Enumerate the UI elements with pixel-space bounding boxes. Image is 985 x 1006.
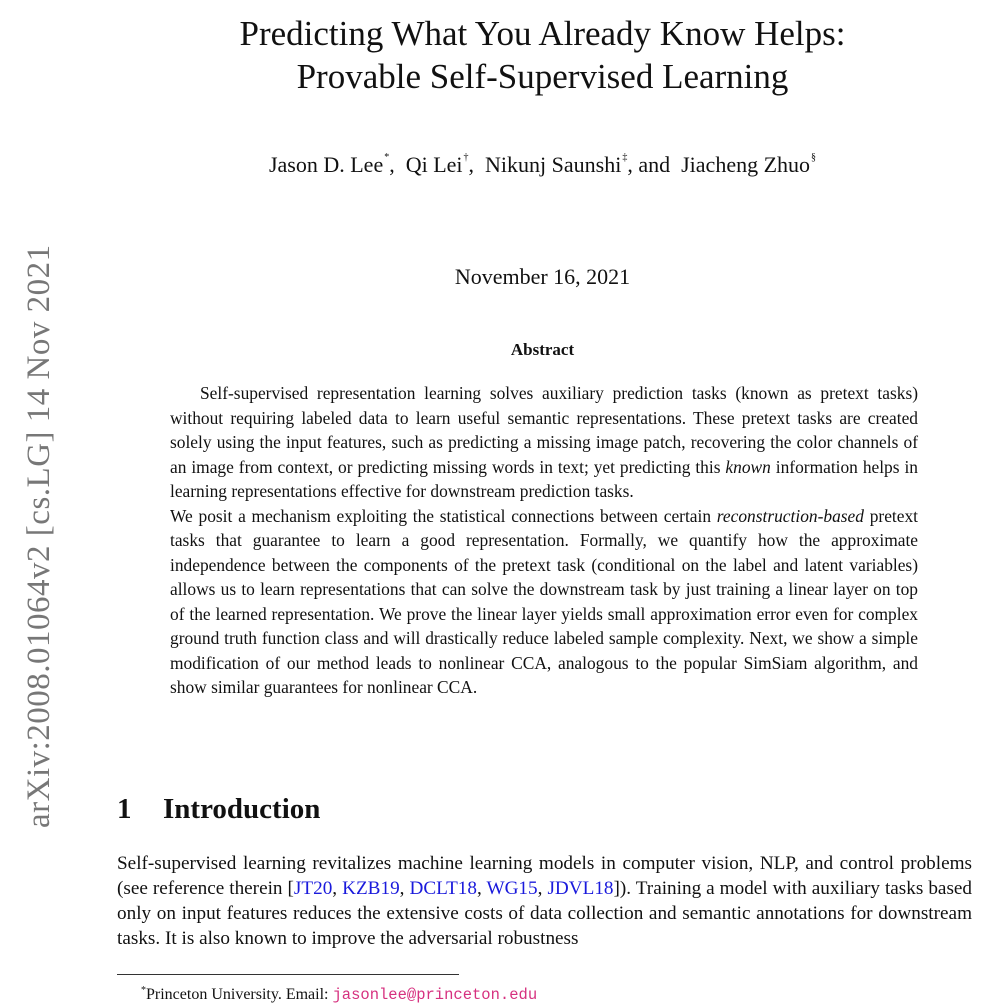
author-list: Jason D. Lee*, Qi Lei†, Nikunj Saunshi‡, and Jiacheng Zhuo§ <box>268 152 817 177</box>
abstract-body <box>170 381 918 700</box>
citation-link[interactable]: JDVL18 <box>547 878 614 899</box>
footnote <box>141 980 537 1006</box>
section-title: Introduction <box>163 793 321 825</box>
section-number: 1 <box>117 793 132 825</box>
abstract-text: pretext tasks that guarantee to learn a good representation. Formally, we quantify how the approximate independence between the components of the pretext task (conditional on the label and latent variables) allows us to learn representations that can solve the downstream task by just training a linear layer on top of the learned representation. We prove the linear layer yields small approximation error even for complex ground truth function class and will drastically reduce labeled sample complexity. Next, we show a simple modification of our method leads to nonlinear CCA, analogous to the popular SimSiam algorithm, and show similar guarantees for nonlinear CCA. <box>170 505 918 697</box>
paper-title <box>0 12 985 98</box>
citation-link[interactable]: JT20 <box>293 878 333 899</box>
citation-link[interactable]: WG15 <box>486 878 538 899</box>
abstract-emphasis: known <box>725 456 771 477</box>
footnote-text: Princeton University. Email: <box>146 986 333 1003</box>
abstract-text: Self-supervised representation learning solves auxiliary prediction tasks (known as pretext tasks) without requiring labeled data to learn useful semantic representations. These pretext tasks are created solely using the input features, such as predicting a missing image patch, recovering the color channels of an image from context, or predicting missing words in text; yet predicting this <box>170 383 918 477</box>
section-heading <box>117 791 320 827</box>
abstract-text: We posit a mechanism exploiting the statistical connections between certain <box>170 505 717 526</box>
abstract-paragraph <box>170 504 918 700</box>
abstract-text: information helps in learning representations effective for downstream prediction tasks. <box>170 456 918 501</box>
title-line-2: Provable Self-Supervised Learning <box>296 57 789 96</box>
author-name: Qi Lei <box>405 152 463 177</box>
abstract-emphasis: reconstruction-based <box>716 505 864 526</box>
abstract-heading: Abstract <box>510 340 575 359</box>
author-mark: † <box>463 152 469 163</box>
author-name: Jiacheng Zhuo <box>681 152 811 177</box>
author-conjunction: and <box>638 152 671 177</box>
author-mark: ‡ <box>622 152 628 163</box>
citation-link[interactable]: KZB19 <box>342 878 400 899</box>
author-name: Jason D. Lee <box>268 152 384 177</box>
intro-text: Self-supervised learning revitalizes machine learning models in computer vision, NLP, and control problems (see reference therein [ <box>117 853 972 899</box>
footnote-mark: * <box>141 985 146 996</box>
author-mark: § <box>811 152 817 163</box>
intro-paragraph: Self-supervised learning revitalizes machine learning models in computer vision, NLP, and control problems (see reference therein [JT20, KZB19, DCLT18, WG15, JDVL18]). Training a model with auxiliary tasks based only on input features reduces the extensive costs of data collection and semantic annotations for downstream tasks. It is also known to improve the adversarial robustness <box>117 853 973 949</box>
intro-body <box>117 851 972 951</box>
abstract-paragraph <box>170 381 918 504</box>
citation-link[interactable]: DCLT18 <box>409 878 477 899</box>
author-mark: * <box>384 152 390 163</box>
paper-date: November 16, 2021 <box>454 264 631 289</box>
title-line-1: Predicting What You Already Know Helps: <box>239 14 846 53</box>
author-email-link[interactable]: jasonlee@princeton.edu <box>332 986 538 1004</box>
author-name: Nikunj Saunshi <box>485 152 622 177</box>
intro-text: ]). Training a model with auxiliary tasks based only on input features reduces the extensive costs of data collection and semantic annotations for downstream tasks. It is also known to improve the adversarial robustness <box>117 878 973 949</box>
footnote-divider <box>117 974 459 975</box>
arxiv-identifier[interactable]: arXiv:2008.01064v2 [cs.LG] 14 Nov 2021 <box>21 244 57 828</box>
